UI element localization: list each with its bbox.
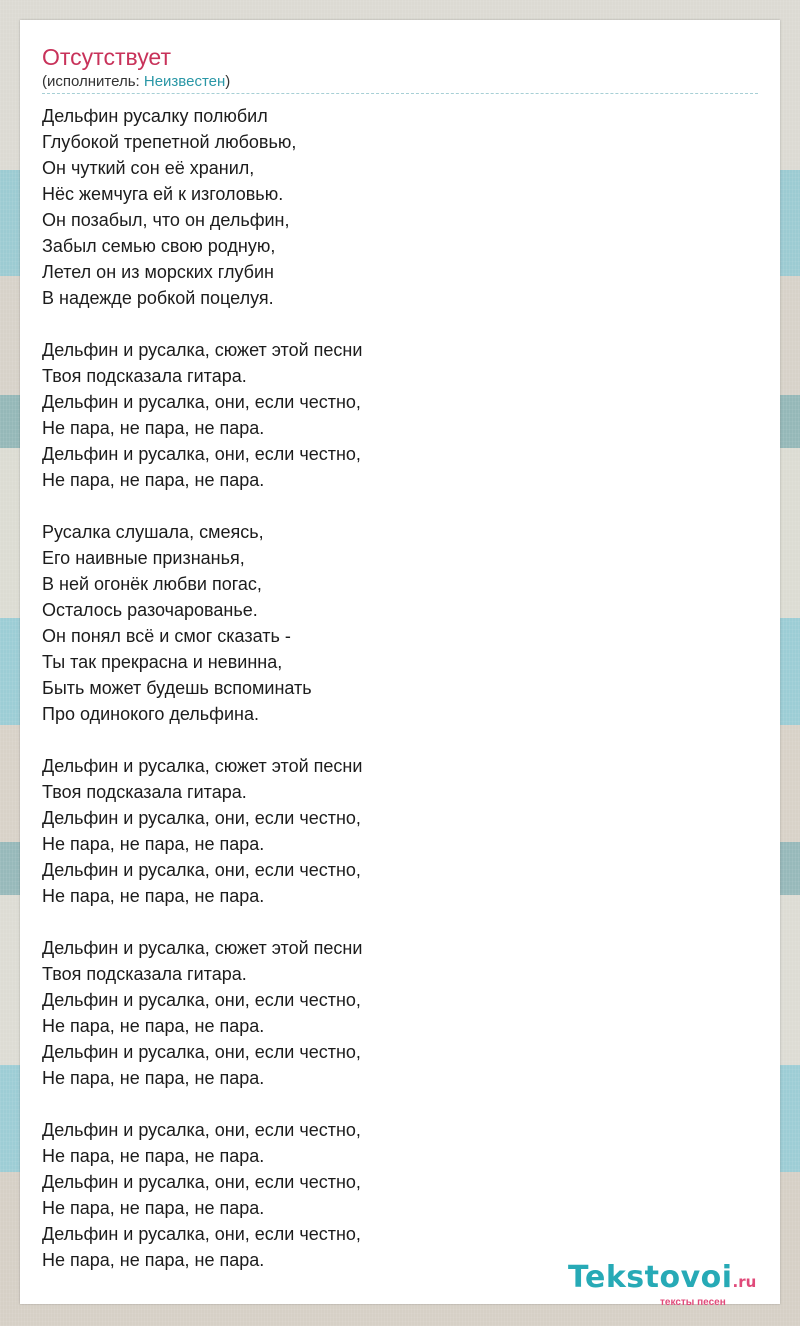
artist-link[interactable]: Неизвестен <box>143 73 226 90</box>
lyric-line: Твоя подсказала гитара. <box>42 964 247 984</box>
lyric-line: Он понял всё и смог сказать - <box>42 626 291 646</box>
stanza <box>42 519 742 727</box>
logo-tagline: тексты песен <box>660 1297 726 1308</box>
artist-line <box>42 73 230 91</box>
lyric-line: Быть может будешь вспоминать <box>42 678 312 698</box>
lyric-line: В надежде робкой поцелуя. <box>42 288 274 308</box>
lyric-line: Он позабыл, что он дельфин, <box>42 210 290 230</box>
lyric-line: Русалка слушала, смеясь, <box>42 522 264 542</box>
lyric-line: Дельфин и русалка, они, если честно, <box>42 860 361 880</box>
lyric-line: Дельфин и русалка, сюжет этой песни <box>42 756 363 776</box>
lyric-line: Не пара, не пара, не пара. <box>42 1198 265 1218</box>
lyric-line: Твоя подсказала гитара. <box>42 782 247 802</box>
lyric-line: Дельфин и русалка, сюжет этой песни <box>42 340 363 360</box>
lyrics-text <box>42 103 742 1299</box>
artist-prefix: (исполнитель: <box>42 73 144 90</box>
stanza <box>42 337 742 493</box>
stanza <box>42 1117 742 1273</box>
song-title: Отсутствует <box>42 44 171 70</box>
artist-suffix: ) <box>225 73 231 90</box>
lyric-line: Нёс жемчуга ей к изголовью. <box>42 184 284 204</box>
lyric-line: Не пара, не пара, не пара. <box>42 886 265 906</box>
lyrics-card <box>20 20 780 1308</box>
divider <box>42 93 758 94</box>
lyric-line: Дельфин русалку полюбил <box>42 106 268 126</box>
lyric-line: Дельфин и русалка, они, если честно, <box>42 808 361 828</box>
lyric-line: Не пара, не пара, не пара. <box>42 418 265 438</box>
lyric-line: Не пара, не пара, не пара. <box>42 1250 265 1270</box>
lyric-line: Не пара, не пара, не пара. <box>42 470 265 490</box>
lyric-line: Глубокой трепетной любовью, <box>42 132 297 152</box>
site-logo[interactable] <box>568 1260 757 1308</box>
lyric-line: Летел он из морских глубин <box>42 262 274 282</box>
lyric-line: Дельфин и русалка, они, если честно, <box>42 1042 361 1062</box>
lyric-line: Про одинокого дельфина. <box>42 704 259 724</box>
lyric-line: Осталось разочарованье. <box>42 600 258 620</box>
lyric-line: Не пара, не пара, не пара. <box>42 1016 265 1036</box>
lyric-line: Его наивные признанья, <box>42 548 245 568</box>
lyric-line: Дельфин и русалка, они, если честно, <box>42 1120 361 1140</box>
lyric-line: Дельфин и русалка, они, если честно, <box>42 444 361 464</box>
logo-tld: .ru <box>732 1273 757 1291</box>
lyric-line: Дельфин и русалка, они, если честно, <box>42 990 361 1010</box>
stanza <box>42 753 742 909</box>
lyric-line: Дельфин и русалка, они, если честно, <box>42 1224 361 1244</box>
stanza <box>42 935 742 1091</box>
lyric-line: Ты так прекрасна и невинна, <box>42 652 283 672</box>
stanza <box>42 103 742 311</box>
lyric-line: Не пара, не пара, не пара. <box>42 834 265 854</box>
lyric-line: Дельфин и русалка, они, если честно, <box>42 392 361 412</box>
lyric-line: В ней огонёк любви погас, <box>42 574 262 594</box>
lyric-line: Забыл семью свою родную, <box>42 236 276 256</box>
lyric-line: Твоя подсказала гитара. <box>42 366 247 386</box>
lyric-line: Не пара, не пара, не пара. <box>42 1068 265 1088</box>
lyric-line: Не пара, не пара, не пара. <box>42 1146 265 1166</box>
lyric-line: Дельфин и русалка, сюжет этой песни <box>42 938 363 958</box>
logo-name: Tekstovoi <box>568 1260 733 1295</box>
lyric-line: Дельфин и русалка, они, если честно, <box>42 1172 361 1192</box>
lyric-line: Он чуткий сон её хранил, <box>42 158 255 178</box>
